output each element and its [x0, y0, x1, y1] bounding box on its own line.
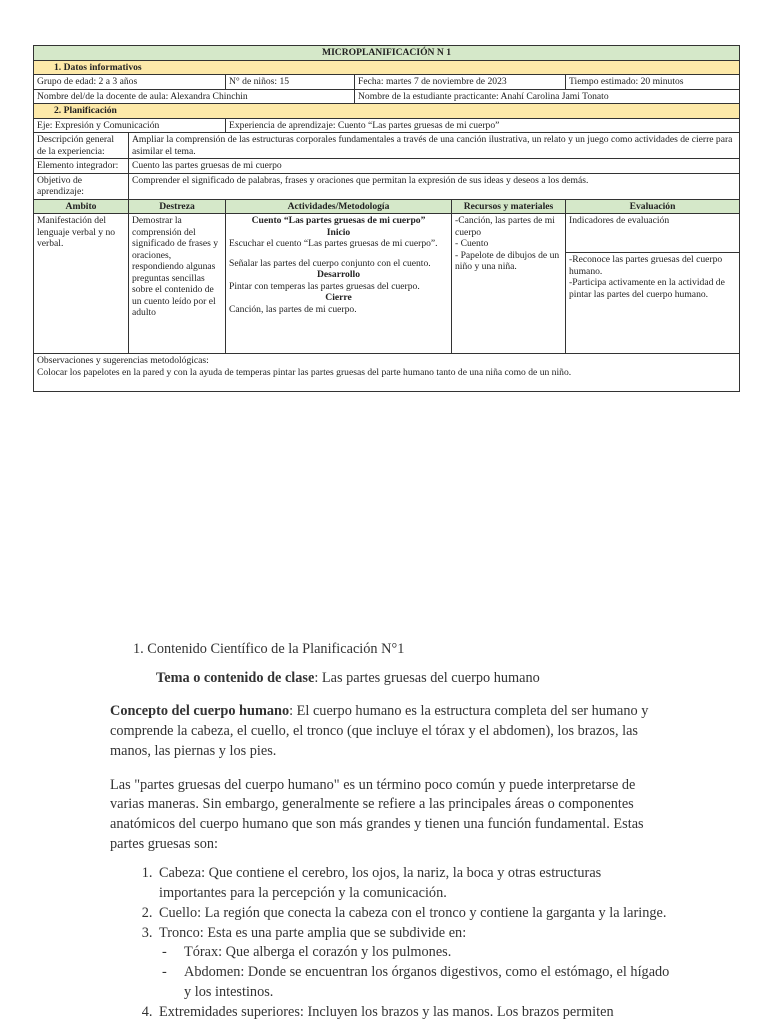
recurso-item: - Papelote de dibujos de un niño y una niña. [455, 249, 560, 272]
observaciones-cell [34, 354, 740, 392]
desarrollo-heading: Desarrollo [317, 269, 360, 280]
evaluacion-item: -Reconoce las partes gruesas del cuerpo humano. [569, 254, 723, 277]
evaluacion-item: -Participa activamente en la actividad de pintar las partes del cuerpo humano. [569, 277, 725, 300]
cierre-step-1: Canción, las partes de mi cuerpo. [229, 303, 357, 315]
actividades-cell [226, 214, 452, 354]
objetivo-value: Comprender el significado de palabras, frases y oraciones que permitan la expresión de sus ideas y deseos a los demás. [129, 173, 740, 199]
evaluacion-cell [566, 214, 740, 354]
contenido-cientifico [110, 640, 670, 1022]
observaciones-label: Observaciones y sugerencias metodológicas: [37, 355, 209, 366]
descripcion-value: Ampliar la comprensión de las estructuras corporales fundamentales a través de una canción ilustrativa, un relato y un juego como actividades de cierre para asimilar el tema. [129, 133, 740, 159]
partes-list [110, 864, 670, 1022]
objetivo-label: Objetivo de aprendizaje: [34, 173, 129, 199]
recurso-item: -Canción, las partes de mi cuerpo [455, 215, 555, 238]
inicio-step-1: Escuchar el cuento “Las partes gruesas de mi cuerpo”. [229, 238, 438, 249]
tronco-text: Tronco: Esta es una parte amplia que se subdivide en: [159, 924, 467, 941]
section-heading: 1. Contenido Científico de la Planificación N°1 [133, 641, 405, 657]
numero-de-ninos: N° de niños: 15 [226, 75, 355, 90]
list-item-extremidades-superiores: 4. Extremidades superiores: Incluyen los brazos y las manos. Los brazos permiten [156, 1003, 670, 1023]
list-item-tronco [156, 924, 670, 1003]
recursos-cell [452, 214, 566, 354]
cierre-heading: Cierre [325, 292, 352, 303]
elemento-integrador-value: Cuento las partes gruesas de mi cuerpo [129, 159, 740, 174]
tema-value: : Las partes gruesas del cuerpo humano [314, 669, 540, 686]
tronco-sublist [159, 943, 670, 1002]
nombre-docente: Nombre del/de la docente de aula: Alexandra Chinchin [34, 89, 355, 104]
nombre-practicante: Nombre de la estudiante practicante: Anahí Carolina Jami Tonato [355, 89, 740, 104]
concepto-value: : El cuerpo humano es la estructura completa del ser humano y comprende la cabeza, el cuello, el tronco (que incluye el tórax y el abdomen), los brazos, las manos, las piernas y los pies. [110, 703, 649, 759]
grupo-de-edad: Grupo de edad: 2 a 3 años [34, 75, 226, 90]
destreza-cell: Demostrar la comprensión del significado de frases y oraciones, respondiendo algunas preguntas sencillas sobre el contenido de un cuento leído por el adulto [129, 214, 226, 354]
observaciones-value: Colocar los papelotes en la pared y con la ayuda de temperas pintar las partes gruesas del parte humano tanto de una niña como de un niño. [37, 366, 572, 378]
tiempo-estimado: Tiempo estimado: 20 minutos [566, 75, 740, 90]
evaluacion-indicadores-title: Indicadores de evaluación [566, 214, 739, 253]
tema-paragraph [110, 669, 670, 689]
inicio-step-2: Señalar las partes del cuerpo conjunto con el cuento. [229, 257, 431, 269]
header-destreza: Destreza [129, 199, 226, 214]
inicio-heading: Inicio [326, 226, 351, 238]
eje: Eje: Expresión y Comunicación [34, 118, 226, 133]
section-planificacion: 2. Planificación [34, 104, 740, 119]
list-item-cabeza: 1. Cabeza: Que contiene el cerebro, los ojos, la nariz, la boca y otras estructuras importantes para la percepción y la comunicación. [156, 864, 670, 903]
tema-label: Tema o contenido de clase [156, 669, 315, 686]
section-datos-informativos: 1. Datos informativos [34, 60, 740, 75]
sublist-item-torax: - Tórax: Que alberga el corazón y los pulmones. [159, 943, 670, 963]
header-recursos: Recursos y materiales [452, 199, 566, 214]
descripcion-label: Descripción general de la experiencia: [34, 133, 129, 159]
table-title: MICROPLANIFICACIÓN N 1 [34, 46, 740, 61]
sublist-item-abdomen: - Abdomen: Donde se encuentran los órganos digestivos, como el estómago, el hígado y los intestinos. [159, 963, 670, 1002]
desarrollo-step-1: Pintar con temperas las partes gruesas del cuerpo. [229, 280, 420, 292]
evaluacion-indicadores [566, 253, 739, 301]
experiencia-de-aprendizaje: Experiencia de aprendizaje: Cuento “Las partes gruesas de mi cuerpo” [226, 118, 740, 133]
list-item-cuello: 2. Cuello: La región que conecta la cabeza con el tronco y contiene la garganta y la laringe. [156, 904, 670, 924]
microplanificacion-table [33, 45, 740, 392]
ambito-cell: Manifestación del lenguaje verbal y no verbal. [34, 214, 129, 354]
elemento-integrador-label: Elemento integrador: [34, 159, 129, 174]
concepto-label: Concepto del cuerpo humano [110, 703, 290, 720]
actividades-title: Cuento “Las partes gruesas de mi cuerpo” [251, 215, 426, 226]
partes-gruesas-paragraph: Las "partes gruesas del cuerpo humano" es un término poco común y puede interpretarse de varias maneras. Sin embargo, generalmente se refiere a las principales áreas o componentes anatómicos del cuerpo humano que son más grandes y tienen una función fundamental. Estas partes gruesas son: [110, 776, 644, 852]
header-evaluacion: Evaluación [566, 199, 740, 214]
recurso-item: - Cuento [455, 238, 489, 249]
fecha: Fecha: martes 7 de noviembre de 2023 [355, 75, 566, 90]
header-actividades: Actividades/Metodología [226, 199, 452, 214]
header-ambito: Ambito [34, 199, 129, 214]
concepto-paragraph [110, 702, 670, 761]
